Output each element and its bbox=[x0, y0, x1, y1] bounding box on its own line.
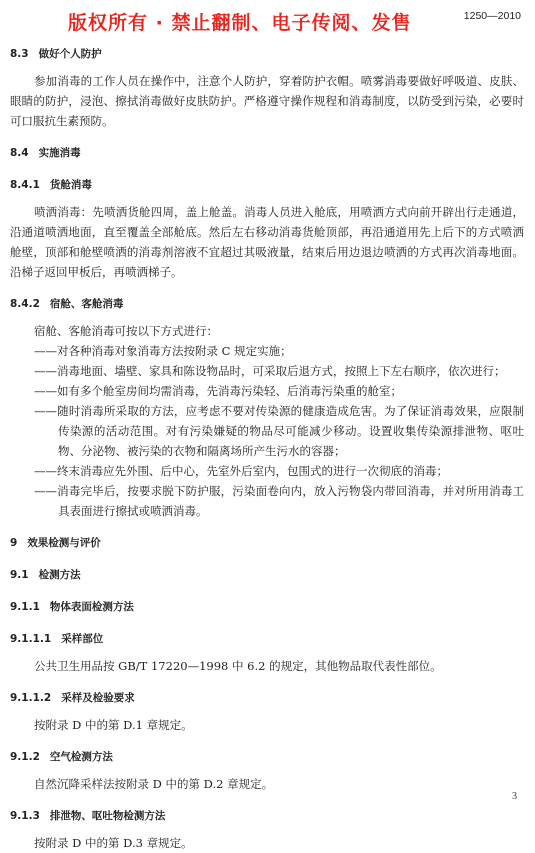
section-title: 实施消毒 bbox=[38, 147, 81, 159]
section-title: 排泄物、呕吐物检测方法 bbox=[49, 810, 166, 822]
list-item: ——终末消毒应先外围、后中心，先室外后室内，包围式的进行一次彻底的消毒； bbox=[34, 464, 448, 478]
section-title: 采样及检验要求 bbox=[61, 692, 135, 704]
list-item: ——如有多个舱室房间均需消毒，先消毒污染轻、后消毒污染重的舱室； bbox=[34, 384, 402, 398]
list-item: ——消毒地面、墙壁、家具和陈设物品时，可采取后退方式，按照上下左右顺序，依次进行； bbox=[34, 364, 506, 378]
section-8-4-1-paragraph: 喷洒消毒：先喷洒货舱四周，盖上舱盖。消毒人员进入舱底，用喷洒方式向前开辟出行走通道，沿通道喷洒地面，直至覆盖全部舱底。然后左右移动消毒货舱顶部，再沿通道用先上后下的方式喷洒舱壁，顶部和舱壁喷洒的消毒剂溶液不宜超过其吸液量，结束后用边退边喷洒的方式再次消毒地面。沿梯子返回甲板后，再喷洒梯子。 bbox=[10, 205, 524, 279]
section-9-heading bbox=[10, 533, 524, 553]
section-8-4-heading bbox=[10, 143, 524, 163]
section-8-4-1-heading bbox=[10, 175, 524, 195]
section-number: 9.1.3 bbox=[10, 810, 40, 822]
section-9-1-3-heading bbox=[10, 806, 524, 826]
section-9-1-1-heading bbox=[10, 597, 524, 617]
section-title: 货舱消毒 bbox=[49, 179, 92, 191]
section-number: 9.1 bbox=[10, 569, 29, 581]
section-title: 空气检测方法 bbox=[49, 751, 113, 763]
section-number: 8.4.1 bbox=[10, 179, 40, 191]
page-number: 3 bbox=[512, 791, 517, 802]
section-title: 物体表面检测方法 bbox=[49, 601, 134, 613]
section-8-4-2-heading bbox=[10, 294, 524, 314]
standard-code: 1250—2010 bbox=[463, 10, 521, 22]
section-9-1-3-paragraph: 按附录 D 中的第 D.3 章规定。 bbox=[34, 836, 193, 850]
section-9-1-1-1-heading bbox=[10, 629, 524, 649]
section-number: 9.1.2 bbox=[10, 751, 40, 763]
list-item: ——随时消毒所采取的方法，应考虑不要对传染源的健康造成危害。为了保证消毒效果，应限制传染源的活动范围。对有污染嫌疑的物品尽可能减少移动。设置收集传染源排泄物、呕吐物、分泌物、被污染的衣物和隔离场所产生污水的容器； bbox=[34, 404, 524, 458]
section-number: 8.4.2 bbox=[10, 298, 40, 310]
section-9-1-2-heading bbox=[10, 747, 524, 767]
section-9-1-1-2-paragraph: 按附录 D 中的第 D.1 章规定。 bbox=[34, 718, 193, 732]
section-8-3-heading bbox=[10, 44, 524, 64]
section-9-1-heading bbox=[10, 565, 524, 585]
section-8-3-paragraph: 参加消毒的工作人员在操作中，注意个人防护，穿着防护衣帽。喷雾消毒要做好呼吸道、皮肤、眼睛的防护，浸泡、擦拭消毒做好皮肤防护。严格遵守操作规程和消毒制度，以防受到污染，必要时可口服抗生素预防。 bbox=[10, 74, 524, 128]
section-title: 做好个人防护 bbox=[38, 48, 102, 60]
list-item: ——消毒完毕后，按要求脱下防护服，污染面卷向内，放入污物袋内带回消毒，并对所用消毒工具表面进行擦拭或喷洒消毒。 bbox=[34, 484, 524, 518]
section-number: 9 bbox=[10, 537, 18, 549]
section-9-1-1-2-heading bbox=[10, 688, 524, 708]
section-number: 9.1.1.2 bbox=[10, 692, 52, 704]
section-number: 9.1.1 bbox=[10, 601, 40, 613]
section-9-1-1-1-paragraph: 公共卫生用品按 GB/T 17220—1998 中 6.2 的规定，其他物品取代表性部位。 bbox=[34, 659, 442, 673]
section-9-1-2-paragraph: 自然沉降采样法按附录 D 中的第 D.2 章规定。 bbox=[34, 777, 274, 791]
section-title: 采样部位 bbox=[61, 633, 104, 645]
copyright-watermark: 版权所有 · 禁止翻制、电子传阅、发售 bbox=[68, 12, 412, 34]
section-number: 9.1.1.1 bbox=[10, 633, 52, 645]
section-number: 8.4 bbox=[10, 147, 29, 159]
list-item: ——对各种消毒对象消毒方法按附录 C 规定实施； bbox=[34, 344, 292, 358]
section-number: 8.3 bbox=[10, 48, 29, 60]
section-title: 效果检测与评价 bbox=[27, 537, 101, 549]
document-body bbox=[10, 44, 524, 853]
section-title: 宿舱、客舱消毒 bbox=[49, 298, 124, 310]
section-title: 检测方法 bbox=[38, 569, 81, 581]
section-8-4-2-intro: 宿舱、客舱消毒可按以下方式进行： bbox=[34, 324, 218, 338]
